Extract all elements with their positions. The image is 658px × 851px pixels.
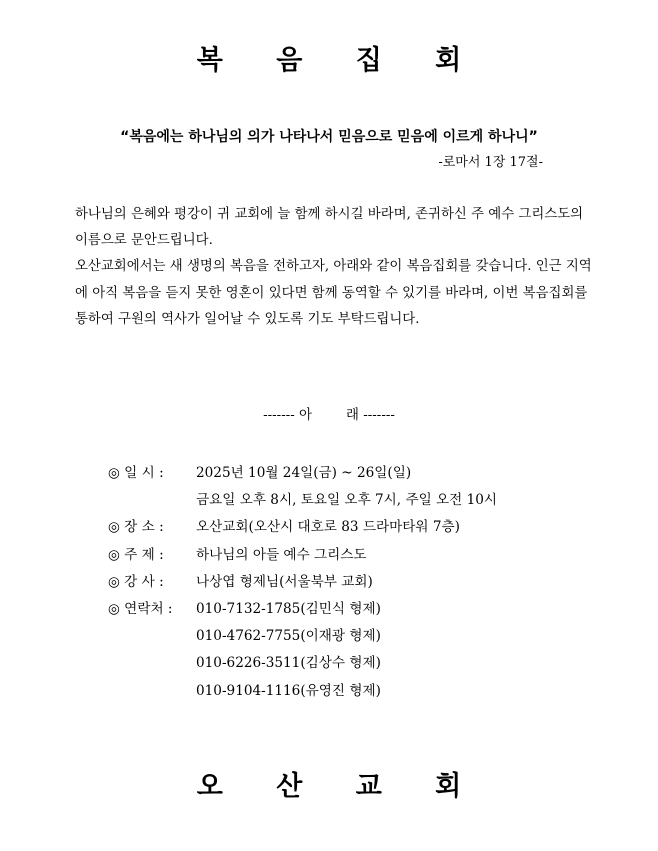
place-value: 오산교회(오산시 대호로 83 드라마타워 7층) xyxy=(196,519,460,536)
date-row xyxy=(108,460,497,487)
contact-row xyxy=(108,596,497,623)
speaker-value: 나상엽 형제님(서울북부 교회) xyxy=(196,573,373,590)
theme-row xyxy=(108,542,497,569)
place-label: ◎ 장 소 : xyxy=(108,519,164,536)
contact-row xyxy=(108,650,497,677)
greeting-body xyxy=(75,202,599,333)
contact-row xyxy=(108,623,497,650)
contact-value: 010-7132-1785(김민식 형제) xyxy=(196,600,381,617)
time-value: 금요일 오후 8시, 토요일 오후 7시, 주일 오전 10시 xyxy=(196,492,498,509)
bible-verse-quote: “복음에는 하나님의 의가 나타나서 믿음으로 믿음에 이르게 하나니” xyxy=(120,129,538,145)
date-label: ◎ 일 시 : xyxy=(108,465,164,481)
theme-value: 하나님의 아들 예수 그리스도 xyxy=(196,546,367,563)
church-name-footer: 오 산 교 회 xyxy=(196,771,484,802)
place-row xyxy=(108,514,497,541)
theme-label: ◎ 주 제 : xyxy=(108,546,164,563)
contact-row xyxy=(108,678,497,705)
contact-label: ◎ 연락처 : xyxy=(108,600,173,617)
speaker-label: ◎ 강 사 : xyxy=(108,573,164,590)
greeting-paragraph-1: 하나님의 은혜와 평강이 귀 교회에 늘 함께 하시길 바라며, 존귀하신 주 예수 그리스도의 이름으로 문안드립니다. xyxy=(75,207,584,249)
contact-value: 010-4762-7755(이재광 형제) xyxy=(196,628,381,645)
document-title: 복 음 집 회 xyxy=(196,45,484,76)
section-divider: ------- 아 래 ------- xyxy=(263,408,395,423)
time-row xyxy=(108,487,497,514)
event-details xyxy=(108,460,497,705)
date-value: 2025년 10월 24일(금) ~ 26일(일) xyxy=(196,465,412,481)
greeting-paragraph-2: 오산교회에서는 새 생명의 복음을 전하고자, 아래와 같이 복음집회를 갖습니다. 인근 지역에 아직 복음을 듣지 못한 영혼이 있다면 함께 동역할 수 있기를 바라며, 이번 복음집회를 통하여 구원의 역사가 일어날 수 있도록 기도 부탁드립니다. xyxy=(75,259,592,327)
contact-value: 010-6226-3511(김상수 형제) xyxy=(196,655,381,672)
speaker-row xyxy=(108,569,497,596)
bible-verse-reference: -로마서 1장 17절- xyxy=(438,155,543,170)
contact-value: 010-9104-1116(유영진 형제) xyxy=(196,682,381,699)
